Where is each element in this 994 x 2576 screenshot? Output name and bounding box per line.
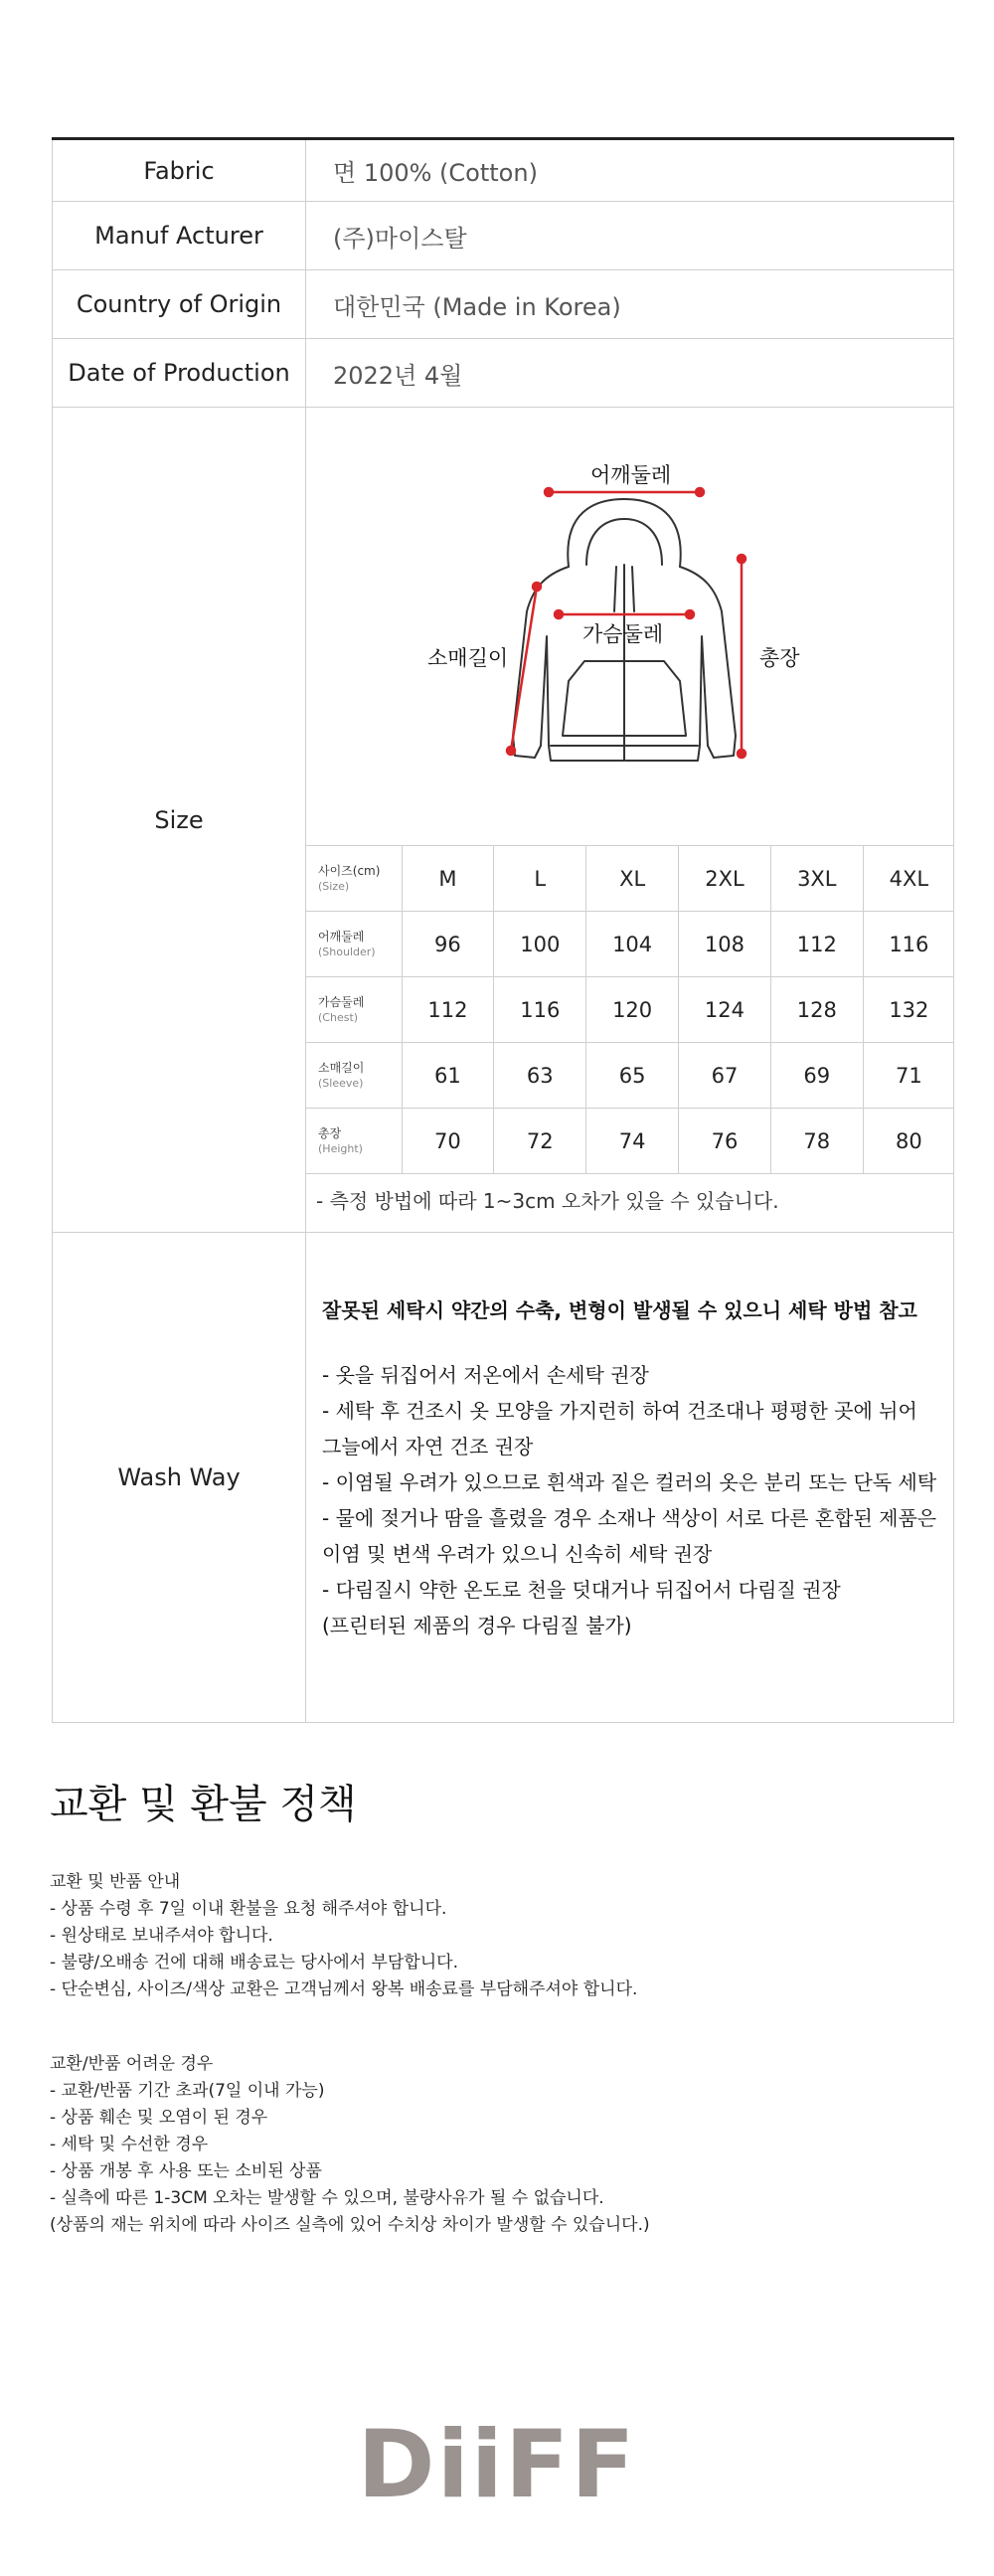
spec-value: 대한민국 (Made in Korea) xyxy=(333,292,621,321)
size-column-header: L xyxy=(494,846,586,912)
sleeve-label: 소매길이 xyxy=(427,646,509,670)
size-value: 65 xyxy=(586,1043,679,1109)
wash-line: - 이염될 우려가 있으므로 흰색과 짙은 컬러의 옷은 분리 또는 단독 세탁 xyxy=(322,1470,937,1494)
policy-line: - 세탁 및 수선한 경우 xyxy=(50,2135,209,2154)
row-header-en: (Size) xyxy=(318,879,350,893)
policy-line: - 교환/반품 기간 초과(7일 이내 가능) xyxy=(50,2081,325,2101)
size-column-header: M xyxy=(402,846,494,912)
size-value: 124 xyxy=(679,977,771,1043)
size-value: 78 xyxy=(770,1109,863,1174)
spec-label: Date of Production xyxy=(53,339,306,407)
spec-row-fabric xyxy=(52,140,954,202)
wash-line: (프린터된 제품의 경우 다림질 불가) xyxy=(322,1614,632,1637)
wash-line: - 물에 젖거나 땀을 흘렸을 경우 소재나 색상이 서로 다른 혼합된 제품은 xyxy=(322,1506,937,1530)
spec-row-country xyxy=(52,270,954,339)
size-row-header xyxy=(306,846,402,912)
table-row xyxy=(306,1109,954,1174)
size-value: 74 xyxy=(586,1109,679,1174)
spec-value: 2022년 4월 xyxy=(333,361,463,390)
spec-row-manufacturer xyxy=(52,202,954,270)
exchange-guide xyxy=(50,1869,637,2003)
size-cell xyxy=(306,408,953,1232)
size-table-body xyxy=(306,846,954,1174)
hoodie-size-diagram xyxy=(306,408,954,845)
size-value: 69 xyxy=(770,1043,863,1109)
wash-warning: 잘못된 세탁시 약간의 수축, 변형이 발생될 수 있으니 세탁 방법 참고 xyxy=(322,1298,917,1322)
size-column-header: 4XL xyxy=(863,846,954,912)
size-column-header: XL xyxy=(586,846,679,912)
table-row xyxy=(306,977,954,1043)
row-header-en: (Chest) xyxy=(318,1010,359,1024)
row-header-ko: 가슴둘레 xyxy=(318,994,365,1009)
size-value: 70 xyxy=(402,1109,494,1174)
policy-line: - 원상태로 보내주셔야 합니다. xyxy=(50,1926,273,1946)
size-column-header: 2XL xyxy=(679,846,771,912)
size-header-row xyxy=(306,846,954,912)
size-table xyxy=(306,845,954,1174)
size-row-header xyxy=(306,1043,402,1109)
size-value: 104 xyxy=(586,912,679,977)
row-header-ko: 사이즈(cm) xyxy=(318,863,381,878)
wash-line: 이염 및 변색 우려가 있으니 신속히 세탁 권장 xyxy=(322,1542,713,1566)
row-header-en: (Shoulder) xyxy=(318,945,376,958)
size-value: 63 xyxy=(494,1043,586,1109)
size-value: 116 xyxy=(863,912,954,977)
exchange-restrictions xyxy=(50,2051,650,2239)
size-column-header: 3XL xyxy=(770,846,863,912)
spec-value: (주)마이스탈 xyxy=(333,224,467,253)
size-row-header xyxy=(306,1109,402,1174)
spec-label: Country of Origin xyxy=(53,270,306,338)
spec-label: Size xyxy=(53,408,306,1232)
row-header-ko: 소매길이 xyxy=(318,1060,365,1075)
size-value: 116 xyxy=(494,977,586,1043)
spec-label: Fabric xyxy=(53,140,306,201)
height-label: 총장 xyxy=(759,646,800,670)
row-header-en: (Height) xyxy=(318,1141,363,1155)
size-row-header xyxy=(306,912,402,977)
size-value: 61 xyxy=(402,1043,494,1109)
policy-line: - 상품 개봉 후 사용 또는 소비된 상품 xyxy=(50,2161,322,2181)
size-value: 67 xyxy=(679,1043,771,1109)
policy-line: - 상품 훼손 및 오염이 된 경우 xyxy=(50,2108,268,2128)
row-header-ko: 총장 xyxy=(318,1125,342,1140)
policy-line: 교환/반품 어려운 경우 xyxy=(50,2054,214,2074)
shoulder-label: 어깨둘레 xyxy=(590,463,672,487)
row-header-en: (Sleeve) xyxy=(318,1076,364,1090)
size-value: 76 xyxy=(679,1109,771,1174)
policy-title: 교환 및 환불 정책 xyxy=(50,1782,357,1827)
policy-line: - 실측에 따른 1-3CM 오차는 발생할 수 있으며, 불량사유가 될 수 없습니다. xyxy=(50,2188,604,2208)
policy-line: - 불량/오배송 건에 대해 배송료는 당사에서 부담합니다. xyxy=(50,1953,458,1973)
policy-line: 교환 및 반품 안내 xyxy=(50,1872,181,1892)
spec-row-date xyxy=(52,339,954,408)
wash-lines xyxy=(322,1357,953,1643)
table-row xyxy=(306,912,954,977)
size-value: 132 xyxy=(863,977,954,1043)
chest-label: 가슴둘레 xyxy=(582,622,664,646)
spec-label: Wash Way xyxy=(53,1233,306,1722)
spec-label: Manuf Acturer xyxy=(53,202,306,269)
wash-line: - 세탁 후 건조시 옷 모양을 가지런히 하여 건조대나 평평한 곳에 뉘어 xyxy=(322,1399,917,1423)
policy-line: - 단순변심, 사이즈/색상 교환은 고객님께서 왕복 배송료를 부담해주셔야 합니다. xyxy=(50,1979,638,1999)
size-note: - 측정 방법에 따라 1~3cm 오차가 있을 수 있습니다. xyxy=(316,1189,779,1213)
spec-value: 면 100% (Cotton) xyxy=(333,159,538,187)
wash-line: - 옷을 뒤집어서 저온에서 손세탁 권장 xyxy=(322,1363,649,1387)
size-value: 96 xyxy=(402,912,494,977)
size-value: 80 xyxy=(863,1109,954,1174)
wash-instructions xyxy=(306,1233,953,1722)
policy-line: (상품의 재는 위치에 따라 사이즈 실측에 있어 수치상 차이가 발생할 수 있습니다.) xyxy=(50,2215,650,2235)
table-row xyxy=(306,1043,954,1109)
size-value: 120 xyxy=(586,977,679,1043)
size-row-header xyxy=(306,977,402,1043)
size-value: 128 xyxy=(770,977,863,1043)
wash-line: 그늘에서 자연 건조 권장 xyxy=(322,1435,534,1459)
spec-table xyxy=(52,137,954,1723)
brand-logo: DiiFF xyxy=(357,2411,637,2519)
policy-line: - 상품 수령 후 7일 이내 환불을 요청 해주셔야 합니다. xyxy=(50,1899,447,1919)
size-value: 108 xyxy=(679,912,771,977)
size-value: 100 xyxy=(494,912,586,977)
spec-row-size xyxy=(52,408,954,1233)
size-value: 112 xyxy=(402,977,494,1043)
size-value: 71 xyxy=(863,1043,954,1109)
wash-line: - 다림질시 약한 온도로 천을 덧대거나 뒤집어서 다림질 권장 xyxy=(322,1578,841,1602)
size-value: 112 xyxy=(770,912,863,977)
spec-row-wash xyxy=(52,1233,954,1723)
size-value: 72 xyxy=(494,1109,586,1174)
row-header-ko: 어깨둘레 xyxy=(318,929,365,944)
